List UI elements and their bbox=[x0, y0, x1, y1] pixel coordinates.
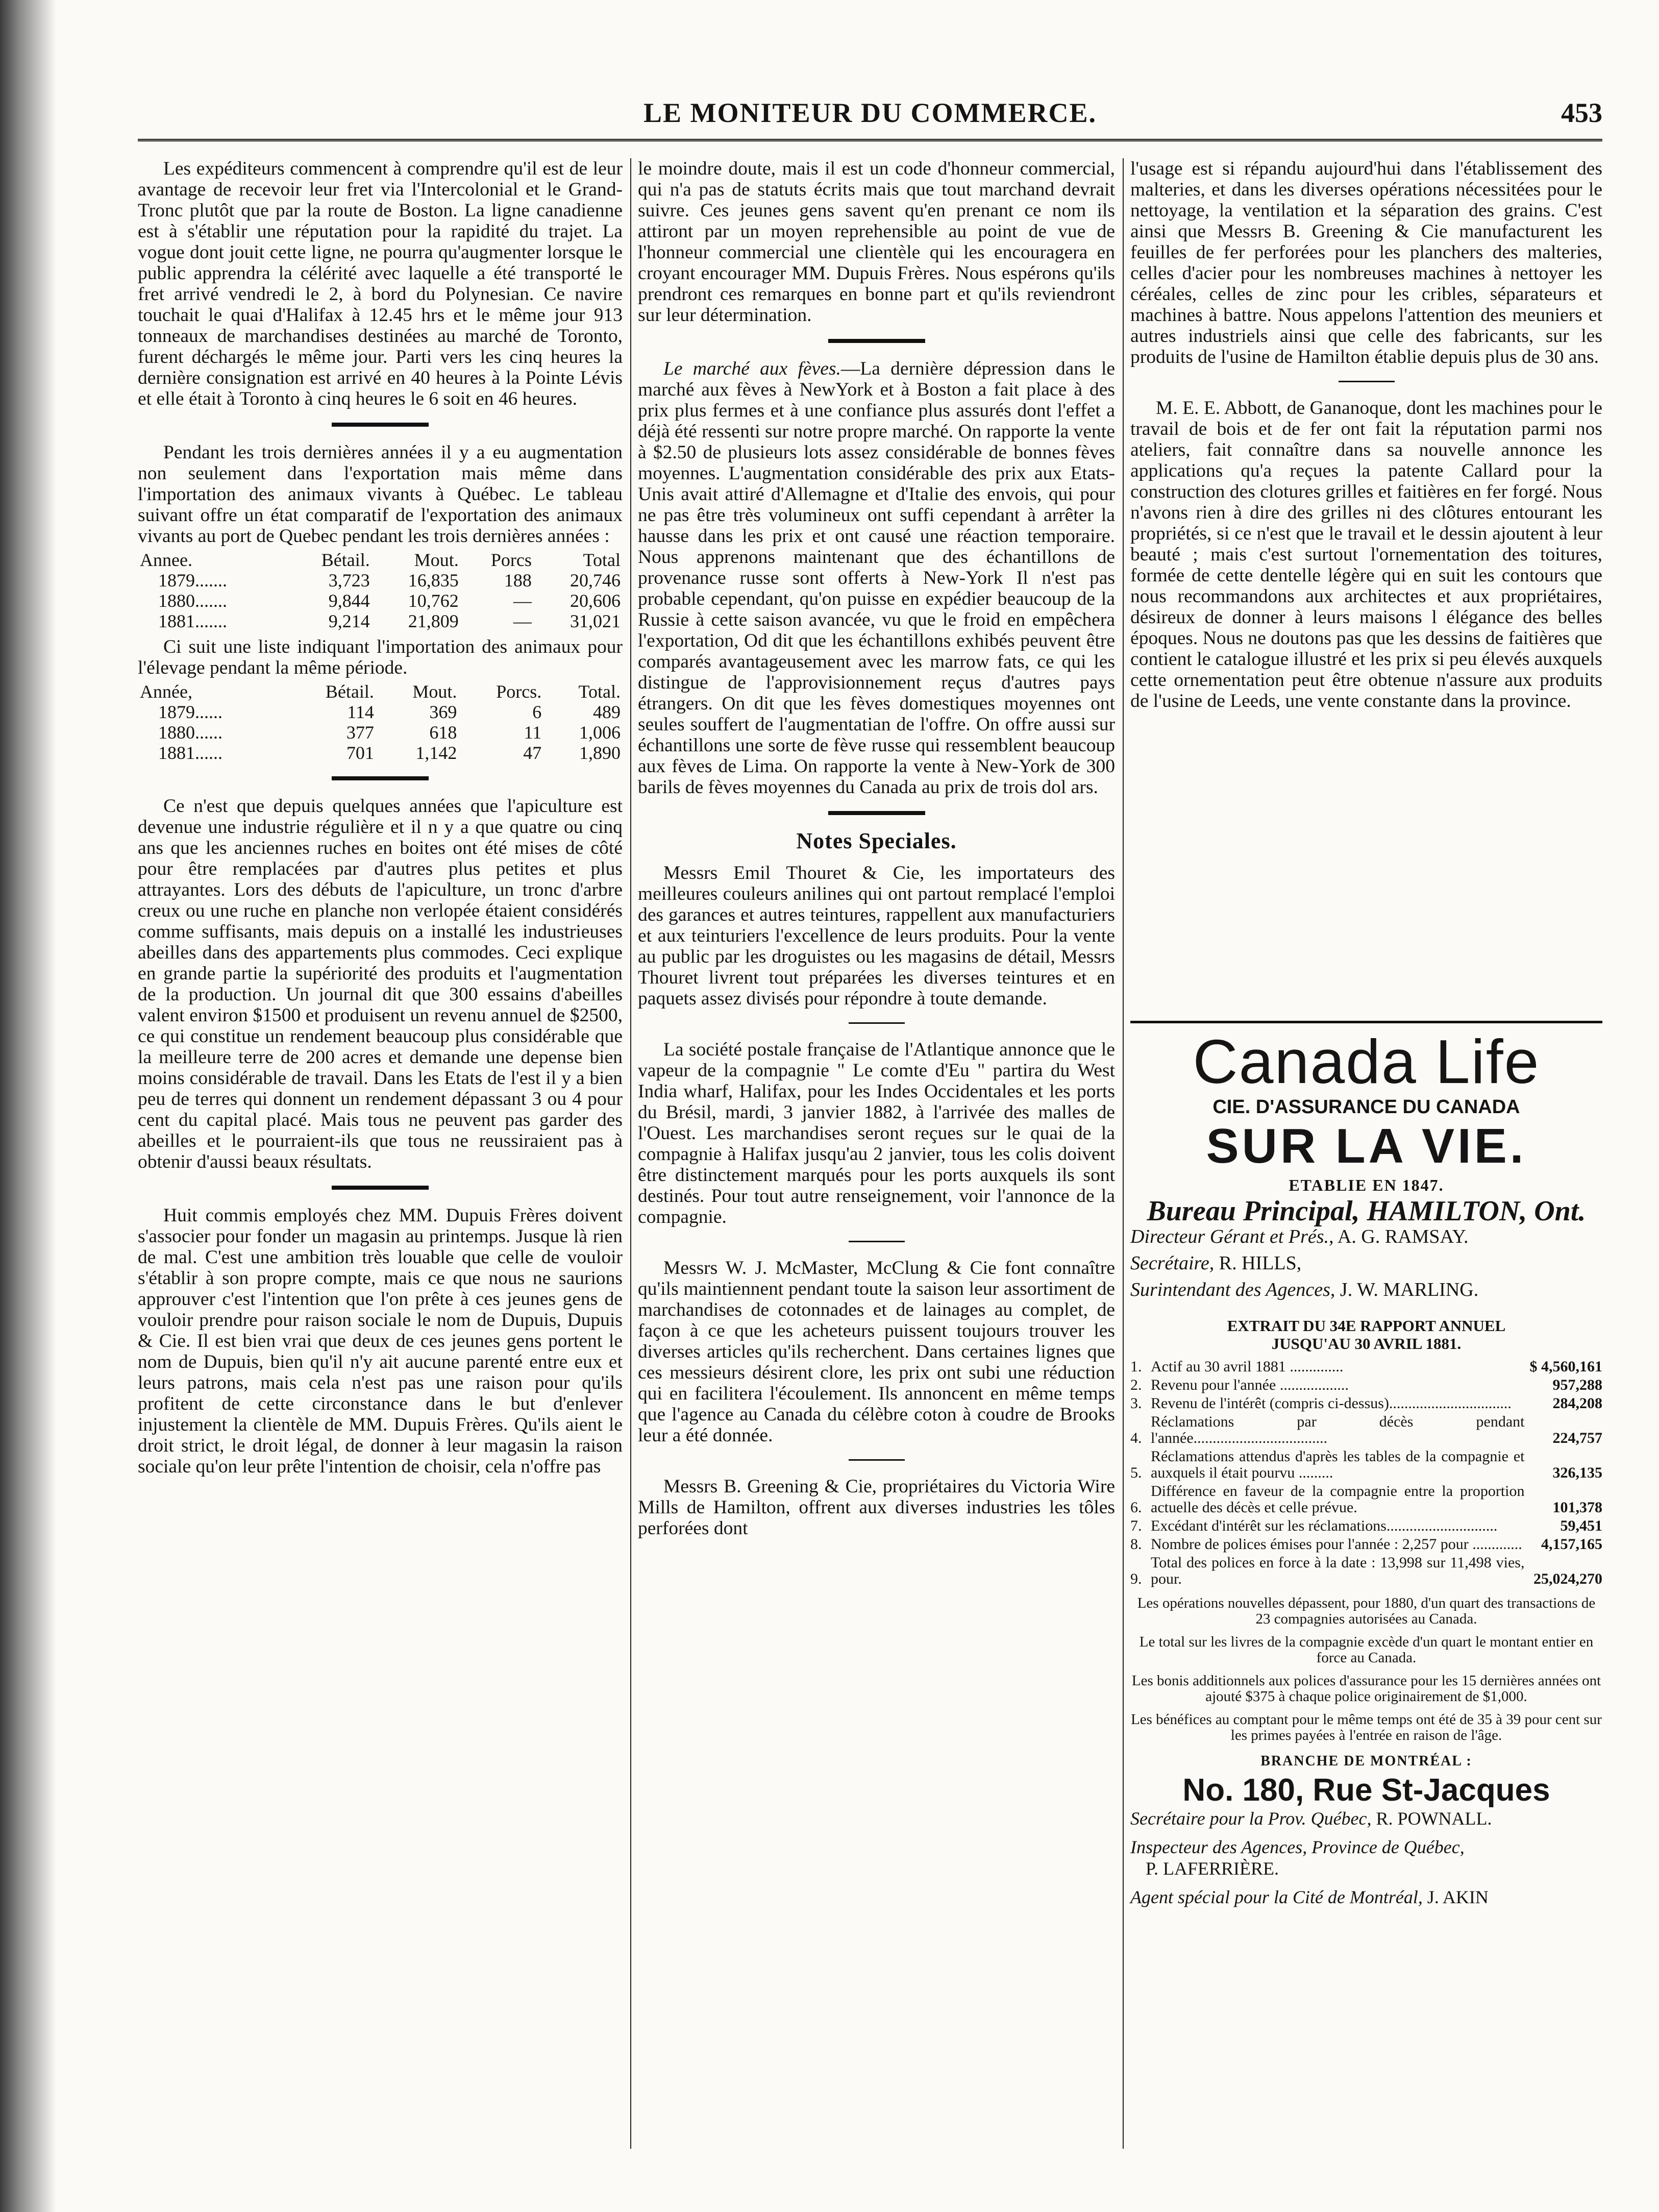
ad-branch-label: BRANCHE DE MONTRÉAL : bbox=[1260, 1753, 1472, 1769]
newspaper-page bbox=[138, 97, 1602, 1907]
item-label: Revenu pour l'année .................. bbox=[1151, 1377, 1349, 1393]
item-value: 957,288 bbox=[1552, 1377, 1602, 1393]
article-livestock: Pendant les trois dernières années il y a eu augmentation non seulement dans l'exportation mais même dans l'importation des animaux vivants à Québec. Le tableau suivant offre un état comparatif de l'exportation des animaux vivants au port de Quebec pendant les trois dernières années : bbox=[138, 442, 623, 547]
table-header-row bbox=[138, 681, 623, 702]
ad-secretary-name: R. HILLS, bbox=[1219, 1252, 1302, 1274]
table-cell: 1881....... bbox=[158, 611, 227, 631]
item-number: 3. bbox=[1130, 1395, 1142, 1412]
section-divider bbox=[828, 339, 925, 343]
article-dupuis-continued: le moindre doute, mais il est un code d'honneur commercial, qui n'a pas de statuts écrits mais que tout marchand devrait suivre. Ces jeunes gens savent qu'en prenant ce nom ils attiront par un moyen reprehensible au point de vue de l'honneur commercial une clientèle qui les encouragera en croyant encourager MM. Dupuis Frères. Nous espérons qu'ils prendront ces remarques en bonne part et qu'ils reviendront sur leur détermination. bbox=[638, 158, 1115, 326]
item-label: Nombre de polices émises pour l'année : 2,257 pour ............. bbox=[1151, 1536, 1522, 1553]
table-header-cell: Porcs bbox=[490, 550, 532, 570]
column-divider bbox=[630, 158, 631, 2149]
item-value: 224,757 bbox=[1552, 1430, 1602, 1446]
export-table bbox=[138, 550, 623, 631]
ad-address: No. 180, Rue St-Jacques bbox=[1182, 1773, 1550, 1808]
table-cell: 1880...... bbox=[158, 722, 222, 743]
ad-brand: Canada Life bbox=[1193, 1027, 1540, 1096]
note-divider bbox=[849, 1459, 905, 1461]
note-greening: Messrs B. Greening & Cie, propriétaires du Victoria Wire Mills de Hamilton, offrent aux diverses industries les tôles perforées dont bbox=[638, 1476, 1115, 1539]
ad-extract-heading bbox=[1130, 1317, 1602, 1353]
table-header-row bbox=[138, 550, 623, 570]
item-value: 326,135 bbox=[1552, 1464, 1602, 1481]
running-title: LE MONITEUR DU COMMERCE. bbox=[643, 97, 1097, 128]
table-cell: 1,890 bbox=[579, 743, 621, 763]
table-row bbox=[1130, 1413, 1602, 1447]
table-cell: 489 bbox=[593, 702, 621, 722]
table-header-cell: Bétail. bbox=[321, 550, 370, 570]
table-cell: 369 bbox=[429, 702, 457, 722]
item-value: 101,378 bbox=[1552, 1499, 1602, 1516]
table-row bbox=[1130, 1376, 1602, 1394]
table-cell: 9,844 bbox=[328, 591, 370, 611]
table-cell: 1879...... bbox=[158, 702, 222, 722]
section-divider bbox=[332, 423, 429, 427]
article-beans bbox=[638, 358, 1115, 798]
ad-head-office: Bureau Principal, HAMILTON, Ont. bbox=[1147, 1195, 1586, 1227]
ad-extract-line: JUSQU'AU 30 AVRIL 1881. bbox=[1271, 1335, 1462, 1353]
table-row bbox=[138, 591, 623, 611]
item-number: 7. bbox=[1130, 1517, 1142, 1534]
scan-edge-shadow bbox=[0, 0, 56, 2212]
ad-note: Les opérations nouvelles dépassent, pour 1880, d'un quart des transactions de 23 compagnies autorisées au Canada. bbox=[1137, 1595, 1596, 1627]
item-label: Excédant d'intérêt sur les réclamations............................. bbox=[1151, 1517, 1498, 1534]
ad-agent-quebec bbox=[1130, 1808, 1602, 1829]
item-number: 5. bbox=[1130, 1464, 1142, 1481]
table-cell: 20,746 bbox=[570, 570, 621, 591]
notes-speciales-heading: Notes Speciales. bbox=[796, 828, 957, 853]
table-cell: 1879....... bbox=[158, 570, 227, 591]
item-number: 8. bbox=[1130, 1536, 1142, 1553]
table-row bbox=[138, 611, 623, 631]
table-cell: — bbox=[513, 591, 532, 611]
item-value: $ 4,560,161 bbox=[1529, 1358, 1602, 1375]
table-cell: 377 bbox=[346, 722, 374, 743]
ad-agent-name: P. LAFERRIÈRE. bbox=[1146, 1858, 1279, 1879]
note-mcmaster: Messrs W. J. McMaster, McClung & Cie font connaître qu'ils maintiennent pendant toute la saison leur assortiment de marchandises de cotonnades et de lainages au complet, de façon à ce que les acheteurs puissent toujours trouver les diverses articles qu'ils recherchent. Dans certaines lignes que ces messieurs désirent clore, les prix ont subi une réduction qui en facilitera l'écoulement. Ils annoncent en même temps que l'agence au Canada du célèbre coton à coudre de Brooks leur a été donnée. bbox=[638, 1258, 1115, 1446]
ad-note: Les bonis additionnels aux polices d'assurance pour les 15 dernières années ont ajouté $375 à chaque police originairement de $1,000. bbox=[1131, 1673, 1601, 1705]
table-cell: 47 bbox=[523, 743, 542, 763]
column-3 bbox=[1130, 158, 1602, 1907]
ad-director bbox=[1130, 1225, 1602, 1248]
table-cell: 11 bbox=[524, 722, 542, 743]
ad-superintendent-name: J. W. MARLING. bbox=[1340, 1279, 1479, 1300]
ad-financial-table bbox=[1130, 1358, 1602, 1588]
item-number: 4. bbox=[1130, 1430, 1142, 1446]
section-divider bbox=[332, 776, 429, 780]
note-divider bbox=[1339, 381, 1395, 382]
ad-top-rule bbox=[1130, 1021, 1602, 1023]
item-value: 284,208 bbox=[1552, 1395, 1602, 1412]
item-number: 2. bbox=[1130, 1377, 1142, 1393]
item-value: 4,157,165 bbox=[1541, 1536, 1602, 1553]
ad-agent-inspector bbox=[1130, 1836, 1602, 1879]
item-label: Réclamations attendus d'après les tables de la compagnie et auxquels il était pourvu ......... bbox=[1151, 1448, 1525, 1481]
table-cell: 6 bbox=[532, 702, 542, 722]
table-cell: 618 bbox=[429, 722, 457, 743]
import-table bbox=[138, 681, 623, 763]
table-row bbox=[138, 743, 623, 763]
ad-secretary-label: Secrétaire, bbox=[1130, 1252, 1215, 1274]
item-label: Actif au 30 avril 1881 .............. bbox=[1151, 1358, 1344, 1375]
table-row bbox=[1130, 1358, 1602, 1376]
table-cell: 1881...... bbox=[158, 743, 222, 763]
article-apiculture: Ce n'est que depuis quelques années que l'apiculture est devenue une industrie régulière et il n y a que quatre ou cinq ans que les anciennes ruches en boites ont été mises de côté pour être remplacées par d'autres plus petites et plus attrayantes. Lors des débuts de l'apiculture, un tronc d'arbre creux ou une ruche en planche non verlopée étaient considérés comme suffisants, mais depuis on a installé les industrieuses abeilles dans des appartements plus commodes. Ceci explique en grande partie la supériorité des produits et l'augmentation de la production. Un journal dit que 300 essains d'abeilles valent environ $1500 et produisent un revenu annuel de $2500, ce qui constitue un rendement beaucoup plus considérable que la meilleure terre de 200 acres et demande une depense bien moins considérable de travail. Dans les Etats de l'est il y a bien peu de terres qui donnent un rendement dépassant 3 ou 4 pour cent du capital placé. Mais tous ne peuvent pas garder des abeilles et le pourraient-ils que tous ne reussiraient pas à obtenir d'aussi beaux résultats. bbox=[138, 796, 623, 1172]
ad-established: ETABLIE EN 1847. bbox=[1289, 1176, 1444, 1194]
page-number: 453 bbox=[1561, 97, 1602, 128]
table-cell: 1,006 bbox=[579, 722, 621, 743]
article-shipping: Les expéditeurs commencent à comprendre qu'il est de leur avantage de recevoir leur fret via l'Intercolonial et le Grand-Tronc plutôt que par la route de Boston. La ligne canadienne est à s'établir une réputation pour la rapidité du trajet. La vogue dont jouit cette ligne, ne pourra qu'augmenter lorsque le public apprendra la célérité avec laquelle a été transporté le fret arrivé vendredi le 2, à bord du Polynesian. Ce navire touchait le quai d'Halifax à 12.45 hrs et le même jour 913 tonneaux de marchandises destinées au marché de Toronto, furent déchargés le même jour. Parti vers les cinq heures la dernière consignation est arrivé en 40 heures à la Pointe Lévis et elle était à Toronto à cinq heures le 6 soit en 46 heures. bbox=[138, 158, 623, 409]
table-row bbox=[1130, 1554, 1602, 1588]
item-number: 6. bbox=[1130, 1499, 1142, 1516]
table-cell: 16,835 bbox=[408, 570, 459, 591]
ad-subtitle: CIE. D'ASSURANCE DU CANADA bbox=[1212, 1096, 1520, 1118]
table-row bbox=[1130, 1535, 1602, 1554]
ad-agent-name: J. AKIN bbox=[1427, 1887, 1489, 1907]
note-divider bbox=[849, 1022, 905, 1024]
table-header-cell: Total bbox=[583, 550, 621, 570]
table-row bbox=[1130, 1394, 1602, 1413]
item-label: Réclamations par décès pendant l'année................................... bbox=[1151, 1413, 1525, 1446]
ad-director-label: Directeur Gérant et Prés., bbox=[1130, 1226, 1334, 1247]
item-label: Total des polices en force à la date : 13,998 sur 11,498 vies, pour. bbox=[1151, 1554, 1525, 1587]
item-number: 1. bbox=[1130, 1358, 1142, 1375]
table-cell: 188 bbox=[504, 570, 532, 591]
table-cell: 1,142 bbox=[415, 743, 457, 763]
table-row bbox=[138, 722, 623, 743]
column-divider bbox=[1123, 158, 1124, 2149]
table-cell: 114 bbox=[347, 702, 374, 722]
table-header-cell: Bétail. bbox=[325, 681, 374, 702]
ad-headline: SUR LA VIE. bbox=[1206, 1119, 1527, 1173]
table-row bbox=[1130, 1517, 1602, 1535]
table-row bbox=[1130, 1482, 1602, 1517]
article-dupuis: Huit commis employés chez MM. Dupuis Frères doivent s'associer pour fonder un magasin au printemps. Jusque là rien de mal. C'est une ambition très louable que celle de vouloir s'établir à son propre compte, mais ce que nous ne saurions approuver c'est l'intention que l'on prête à ces jeunes gens de vouloir prendre pour raison sociale le nom de Dupuis, Dupuis & Cie. Il est bien vrai que deux de ces jeunes gens portent le nom de Dupuis, bien qu'il n'y ait aucune parenté entre eux et leurs patrons, mais cela n'est pas une raison pour qu'ils profitent de cette circonstance dans le but d'enlever injustement la clientèle de MM. Dupuis Frères. Qu'ils aient le droit strict, le droit légal, de donner à leur magasin la raison sociale qu'on leur prête l'intention de choisir, cela n'offre pas bbox=[138, 1205, 623, 1477]
table-row bbox=[1130, 1447, 1602, 1482]
table-header-cell: Annee. bbox=[140, 550, 192, 570]
ad-note: Les bénéfices au comptant pour le même temps ont été de 35 à 39 pour cent sur les primes payées à l'entrée en raison de l'âge. bbox=[1131, 1711, 1602, 1743]
column-1 bbox=[138, 158, 623, 1480]
item-label: Revenu de l'intérêt (compris ci-dessus)................................ bbox=[1151, 1395, 1512, 1412]
ad-agent-montreal bbox=[1130, 1886, 1602, 1908]
table-cell: 3,723 bbox=[328, 570, 370, 591]
ad-superintendent-label: Surintendant des Agences, bbox=[1130, 1279, 1335, 1300]
table-cell: 20,606 bbox=[570, 591, 621, 611]
ad-superintendent bbox=[1130, 1278, 1602, 1301]
table-cell: — bbox=[513, 611, 532, 631]
table-row bbox=[138, 702, 623, 722]
item-value: 25,024,270 bbox=[1533, 1570, 1602, 1587]
note-postal: La société postale française de l'Atlantique annonce que le vapeur de la compagnie " Le comte d'Eu " partira du West India wharf, Halifax, pour les Indes Occidentales et les ports du Brésil, mardi, 3 janvier 1882, à l'arrivée des malles de l'Ouest. Les marchandises seront reçues sur le quai de la compagnie à Halifax jusqu'au 2 janvier, tous les colis doivent être distinctement marqués pour les ports auxquels ils sont destinés. Pour tout autre renseignement, voir l'annonce de la compagnie. bbox=[638, 1039, 1115, 1227]
ad-note: Le total sur les livres de la compagnie excède d'un quart le montant entier en force au Canada. bbox=[1139, 1634, 1594, 1666]
table-cell: 21,809 bbox=[408, 611, 459, 631]
column-2 bbox=[638, 158, 1115, 1542]
table-cell: 9,214 bbox=[328, 611, 370, 631]
item-number: 9. bbox=[1130, 1570, 1142, 1587]
table-cell: 10,762 bbox=[408, 591, 459, 611]
note-divider bbox=[849, 1241, 905, 1242]
note-abbott: M. E. E. Abbott, de Gananoque, dont les machines pour le travail de bois et de fer ont fait la réputation parmi nos ateliers, fait connaître dans sa nouvelle annonce les applications qu'a reçues la patente Callard pour la construction des clotures grilles et faitières en fer forgé. Nous n'avons rien à dire des grilles ni des clôtures entourant les propriétés, si ce n'est que le travail et le dessin ajoutent à leur beauté ; mais c'est surtout l'ornementation des toitures, formée de cette dentelle légère qui en suit les contours que nous recommandons aux architectes et aux propriétaires, désireux de donner à leurs maisons l élégance des belles époques. Nous ne doutons pas que les dessins de faitières que contient le catalogue illustré et les prix si peu élevés auxquels cette ornementation peut être obtenue n'assure aux produits de l'usine de Leeds, une vente constante dans la province. bbox=[1130, 398, 1602, 711]
article-beans-body: —La dernière dépression dans le marché aux fèves à NewYork et à Boston a fait place à des prix plus fermes et à une confiance plus assurés dont l'effet a déjà été ressenti sur notre propre marché. On rapporte la vente à $2.50 de plusieurs lots assez considérable de bonnes fèves moyennes. L'augmentation considérable des prix aux Etats-Unis avait attiré d'Allemagne et d'Italie des envois, qui pour ne pas être très volumineux ont suffi cependant à arrêter la hausse dans les prix et ont causé une réaction temporaire. Nous apprenons maintenant que des échantillons de provenance russe sont offerts à New-York Il n'est pas probable cependant, qu'on puisse en expédier beaucoup de la Russie à cette saison avancée, vu que le froid en empêchera l'exportation, Od dit que les échantillons exhibés peuvent être comparés avantageusement avec les marrow fats, ce qui les distingue de l'approvisionnement reçus d'autres pays étrangers. On dit que les fèves domestiques moyennes ont seules souffert de l'augmentatian de l'offre. On offre aussi sur échantillons une sorte de fève russe qui ressemblent beaucoup aux fèves de Lima. On rapporte la vente à New-York de 300 barils de fèves moyennes du Canada au prix de trois dol ars. bbox=[638, 358, 1116, 798]
table-header-cell: Mout. bbox=[412, 681, 457, 702]
page-header bbox=[138, 97, 1602, 143]
table-header-cell: Mout. bbox=[414, 550, 459, 570]
note-thouret: Messrs Emil Thouret & Cie, les importateurs des meilleures couleurs anilines qui ont partout remplacé l'emploi des garances et autres teintures, rappellent aux manufacturiers et aux teinturiers l'excellence de leurs produits. Pour la vente au public par les droguistes ou les magasins de détail, Messrs Thouret livrent tout préparées les diverses teintures et en paquets assez divisés pour répondre à toute demande. bbox=[638, 863, 1115, 1009]
canada-life-ad bbox=[1130, 1021, 1602, 1908]
ad-extract-line: EXTRAIT DU 34E RAPPORT ANNUEL bbox=[1227, 1317, 1506, 1335]
table-header-cell: Total. bbox=[578, 681, 621, 702]
item-label: Différence en faveur de la compagnie entre la proportion actuelle des décès et celle prévue. bbox=[1151, 1483, 1525, 1516]
ad-agent-label: Inspecteur des Agences, Province de Québec, bbox=[1130, 1837, 1465, 1857]
table-cell: 1880....... bbox=[158, 591, 227, 611]
ad-agent-label: Agent spécial pour la Cité de Montréal, bbox=[1130, 1887, 1423, 1907]
table-cell: 31,021 bbox=[570, 611, 621, 631]
note-greening-continued: l'usage est si répandu aujourd'hui dans l'établissement des malteries, et dans les diverses opérations nécessitées pour le nettoyage, la ventilation et la séparation des grains. C'est ainsi que Messrs B. Greening & Cie manufacturent les feuilles de fer perforées pour les planchers des malteries, celles d'acier pour les nombreuses machines à nettoyer les céréales, celles de zinc pour les cribles, séparateurs et machines à battre. Nous appelons l'attention des meuniers et autres industriels ainsi que celle des fabricants, sur les produits de l'usine de Hamilton établie depuis plus de 30 ans. bbox=[1130, 158, 1602, 367]
ad-director-name: A. G. RAMSAY. bbox=[1337, 1226, 1469, 1247]
article-beans-lead: Le marché aux fèves. bbox=[663, 358, 841, 379]
item-value: 59,451 bbox=[1560, 1517, 1602, 1534]
header-rule bbox=[138, 139, 1602, 144]
section-divider bbox=[332, 1186, 429, 1190]
ad-agent-label: Secrétaire pour la Prov. Québec, bbox=[1130, 1808, 1372, 1829]
article-import-intro: Ci suit une liste indiquant l'importation des animaux pour l'élevage pendant la même période. bbox=[138, 636, 623, 678]
section-divider bbox=[828, 811, 925, 815]
table-header-cell: Porcs. bbox=[496, 681, 542, 702]
ad-agent-name: R. POWNALL. bbox=[1376, 1808, 1492, 1829]
columns bbox=[138, 158, 1602, 2149]
table-header-cell: Année, bbox=[140, 681, 192, 702]
table-row bbox=[138, 570, 623, 591]
ad-secretary bbox=[1130, 1251, 1602, 1275]
table-cell: 701 bbox=[346, 743, 374, 763]
